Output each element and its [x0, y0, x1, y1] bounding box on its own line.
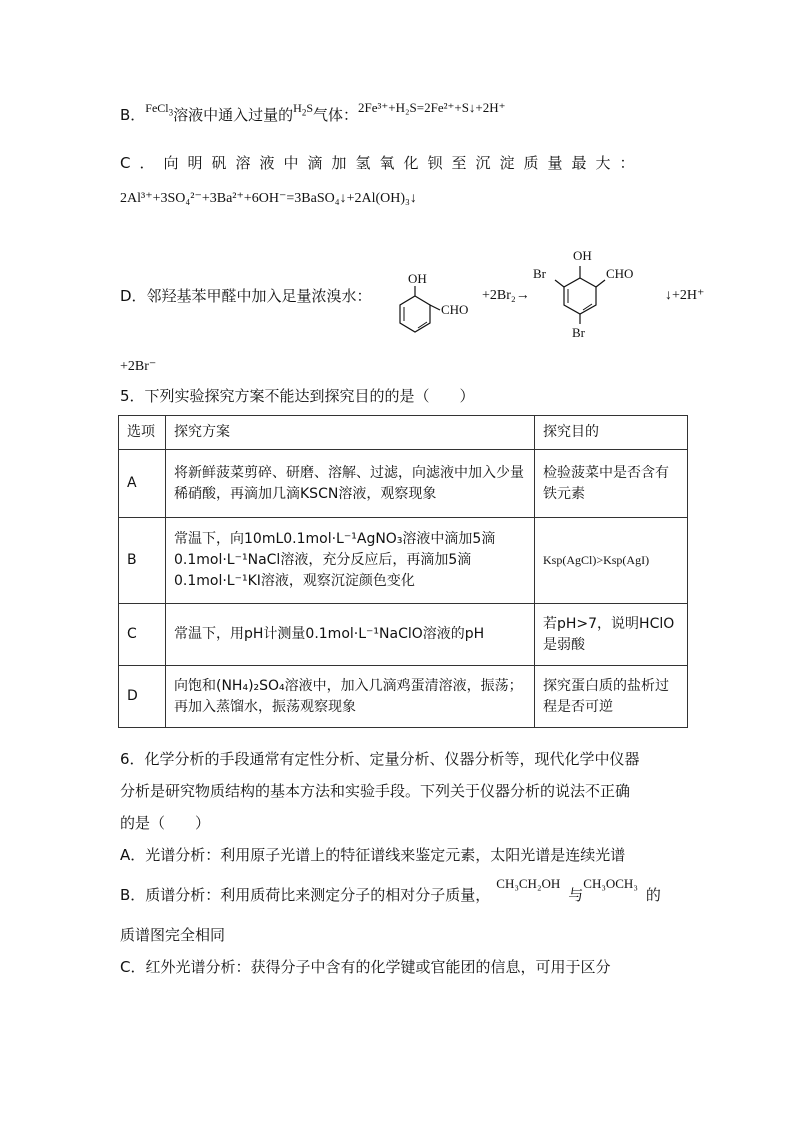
cho-label: CHO: [606, 266, 634, 281]
question-6-line1: 6．化学分析的手段通常有定性分析、定量分析、仪器分析等，现代化学中仪器: [120, 750, 640, 768]
option-label: B．: [120, 106, 146, 124]
cho-label: CHO: [441, 302, 469, 317]
question-6-line3: 的是（ ）: [120, 814, 211, 832]
goal-cell: 探究蛋白质的盐析过程是否可逆: [535, 666, 688, 728]
table-row: [119, 604, 688, 666]
option-c-line: C．向明矾溶液中滴加氢氧化钡至沉淀质量最大：: [120, 154, 644, 172]
question-6-option-c: C．红外光谱分析：获得分子中含有的化学键或官能团的信息，可用于区分: [120, 958, 611, 976]
goal-cell: 若pH>7，说明HClO是弱酸: [535, 604, 688, 666]
goal-cell: Ksp(AgCl)>Ksp(AgI): [535, 518, 688, 604]
header-cell: 探究方案: [166, 416, 535, 450]
option-cell: B: [119, 518, 166, 604]
plan-cell: 常温下，向10mL0.1mol·L⁻¹AgNO₃溶液中滴加5滴0.1mol·L⁻¹NaCl溶液，充分反应后，再滴加5滴0.1mol·L⁻¹KI溶液，观察沉淀颜色变化: [166, 518, 535, 604]
goal-cell: 检验菠菜中是否含有铁元素: [535, 450, 688, 518]
option-cell: C: [119, 604, 166, 666]
question-6-option-a: A．光谱分析：利用原子光谱上的特征谱线来鉴定元素，太阳光谱是连续光谱: [120, 846, 626, 864]
header-cell: 探究目的: [535, 416, 688, 450]
table-row: [119, 450, 688, 518]
formula-ethanol: CH₃CH₂OH: [496, 876, 561, 891]
product-tail: ↓+2H⁺: [665, 288, 705, 303]
product-continuation: +2Br⁻: [120, 359, 157, 374]
table-row: [119, 518, 688, 604]
option-d-line: D．邻羟基苯甲醛中加入足量浓溴水：: [120, 287, 372, 305]
option-cell: A: [119, 450, 166, 518]
reagent-br2: +2Br₂→: [482, 288, 530, 303]
formula-fecl3: FeCl3: [145, 101, 174, 118]
question-6-option-b: B．质谱分析：利用质荷比来测定分子的相对分子质量，CH₃CH₂OH与CH₃OCH₃的: [120, 876, 661, 904]
option-cell: D: [119, 666, 166, 728]
formula-dimethyl-ether: CH₃OCH₃: [583, 876, 638, 891]
plan-cell: 将新鲜菠菜剪碎、研磨、溶解、过滤，向滤液中加入少量稀硝酸，再滴加几滴KSCN溶液，观察现象: [166, 450, 535, 518]
question-6-option-b-cont: 质谱图完全相同: [120, 926, 226, 944]
salicylaldehyde-structure: [385, 268, 480, 343]
experiment-table: [118, 415, 688, 728]
oh-label: OH: [408, 271, 427, 286]
option-b-line: B．$^{FeCl_3}$溶液中通入过量的$^{H_2S}$气体：2Fe³⁺+H₂S=2Fe²⁺+S↓+2H⁺: [120, 100, 506, 124]
question-5-title: 5．下列实验探究方案不能达到探究目的的是（ ）: [120, 387, 475, 405]
oh-label: OH: [573, 248, 592, 263]
plan-cell: 常温下，用pH计测量0.1mol·L⁻¹NaClO溶液的pH: [166, 604, 535, 666]
dibromo-product-structure: [530, 240, 670, 350]
formula-h2s: H2S: [293, 101, 314, 118]
equation-b: 2Fe³⁺+H₂S=2Fe²⁺+S↓+2H⁺: [358, 100, 506, 115]
question-6-line2: 分析是研究物质结构的基本方法和实验手段。下列关于仪器分析的说法不正确: [120, 782, 631, 800]
header-cell: 选项: [119, 416, 166, 450]
equation-c: 2Al³⁺+3SO₄²⁻+3Ba²⁺+6OH⁻=3BaSO₄↓+2Al(OH)₃↓: [120, 191, 417, 206]
table-header-row: [119, 416, 688, 450]
table-row: [119, 666, 688, 728]
br-label: Br: [533, 266, 546, 281]
plan-cell: 向饱和(NH₄)₂SO₄溶液中，加入几滴鸡蛋清溶液，振荡；再加入蒸馏水，振荡观察现象: [166, 666, 535, 728]
br-label: Br: [572, 325, 585, 340]
